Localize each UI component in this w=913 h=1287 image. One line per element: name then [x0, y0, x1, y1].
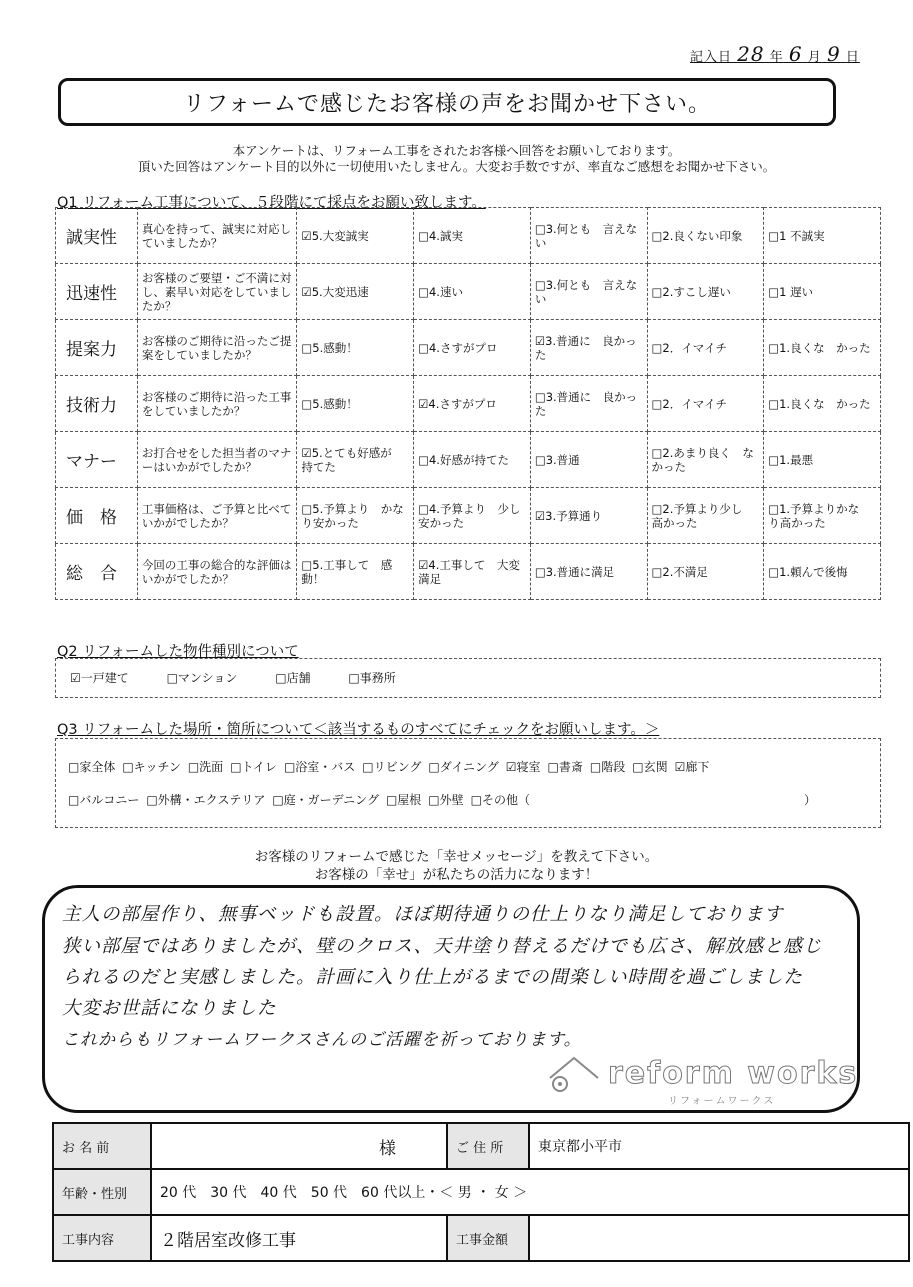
age-field[interactable]: 20 代 30 代 40 代 50 代 60 代以上・＜ 男 ・ 女 ＞	[151, 1169, 909, 1215]
q1-option-checkbox[interactable]: ☑5.大変迅速	[297, 264, 414, 320]
q1-option-checkbox[interactable]: □3.何とも 言えない	[530, 208, 647, 264]
q3-option-checkbox[interactable]: □リビング	[362, 760, 422, 774]
date-day: 9	[826, 42, 841, 66]
age-label: 年齢・性別	[53, 1169, 151, 1215]
q1-category: 総 合	[56, 544, 138, 600]
q3-option-checkbox[interactable]: □ダイニング	[428, 760, 499, 774]
q1-option-checkbox[interactable]: □2.予算より少し 高かった	[647, 488, 764, 544]
q1-category: 提案力	[56, 320, 138, 376]
q1-category: 技術力	[56, 376, 138, 432]
q1-option-checkbox[interactable]: □1.予算よりかな り高かった	[764, 488, 881, 544]
q1-option-checkbox[interactable]: □4.好感が持てた	[414, 432, 531, 488]
q1-option-checkbox[interactable]: ☑5.とても好感が 持てた	[297, 432, 414, 488]
q1-question: お打合せをした担当者のマナーはいかがでしたか？	[137, 432, 297, 488]
q3-option-checkbox[interactable]: □外壁	[428, 793, 464, 807]
name-label: お 名 前	[53, 1123, 151, 1169]
message-intro	[0, 848, 913, 884]
q1-option-checkbox[interactable]: ☑3.普通に 良かった	[530, 320, 647, 376]
q1-row	[56, 544, 881, 600]
message-line: 狭い部屋ではありましたが、壁のクロス、天井塗り替えるだけでも広さ、解放感と感じ	[62, 936, 823, 957]
q3-option-checkbox[interactable]: □階段	[589, 760, 626, 774]
q1-row	[56, 488, 881, 544]
q1-option-checkbox[interactable]: □2.あまり良く なかった	[647, 432, 764, 488]
address-field[interactable]: 東京都小平市	[529, 1123, 909, 1169]
message-intro-line: お客様のリフォームで感じた「幸せメッセージ」を教えて下さい。	[254, 849, 659, 865]
q1-rating-table	[55, 207, 881, 600]
q1-question: お客様のご期待に沿ったご提案をしていましたか？	[137, 320, 297, 376]
logo-text: reform works	[608, 1056, 859, 1091]
q1-row	[56, 432, 881, 488]
date-day-label: 日	[845, 50, 860, 65]
work-row	[53, 1215, 909, 1261]
q1-option-checkbox[interactable]: □5.工事して 感動！	[297, 544, 414, 600]
q1-category: マナー	[56, 432, 138, 488]
sama-label: 様	[379, 1138, 396, 1159]
work-field[interactable]: ２階居室改修工事	[151, 1215, 447, 1261]
q1-option-checkbox[interactable]: □1.良くな かった	[764, 376, 881, 432]
message-intro-line: お客様の「幸せ」が私たちの活力になります！	[314, 867, 599, 883]
q3-close-paren: ）	[804, 793, 817, 807]
q1-question: 今回の工事の総合的な評価はいかがでしたか？	[137, 544, 297, 600]
q3-option-checkbox[interactable]: □バルコニー	[68, 793, 140, 807]
q3-option-checkbox[interactable]: □洗面	[187, 760, 224, 774]
q1-option-checkbox[interactable]: □1.頼んで後悔	[764, 544, 881, 600]
q1-option-checkbox[interactable]: □5.感動！	[297, 320, 414, 376]
q1-question: お客様のご要望・ご不満に対し、素早い対応をしていましたか？	[137, 264, 297, 320]
message-line: 主人の部屋作り、無事ベッドも設置。ほぼ期待通りの仕上りなり満足しております	[62, 904, 784, 925]
q3-option-checkbox[interactable]: ☑寝室	[505, 760, 541, 774]
q1-row	[56, 208, 881, 264]
q3-option-checkbox[interactable]: □浴室・バス	[283, 760, 356, 774]
q2-option-house[interactable]: ☑一戸建て	[70, 671, 129, 685]
q3-box	[55, 738, 881, 828]
q2-option-office[interactable]: □事務所	[348, 671, 396, 685]
q3-option-checkbox[interactable]: □キッチン	[122, 760, 181, 774]
q1-option-checkbox[interactable]: □1.良くな かった	[764, 320, 881, 376]
date-month-label: 月	[807, 50, 822, 65]
q1-option-checkbox[interactable]: □1.最悪	[764, 432, 881, 488]
q1-category: 誠実性	[56, 208, 138, 264]
work-label: 工事内容	[53, 1215, 151, 1261]
q1-option-checkbox[interactable]: □2．イマイチ	[647, 320, 764, 376]
name-field[interactable]	[151, 1123, 447, 1169]
age-row	[53, 1169, 909, 1215]
house-logo-icon	[542, 1050, 602, 1100]
q1-row	[56, 264, 881, 320]
q2-option-mansion[interactable]: □マンション	[166, 671, 238, 685]
customer-info-table	[52, 1122, 910, 1262]
q1-option-checkbox[interactable]: □5.感動！	[297, 376, 414, 432]
q2-options	[70, 669, 430, 686]
q3-row1	[68, 758, 716, 775]
q3-row2	[68, 791, 537, 808]
message-line: 大変お世話になりました	[62, 998, 277, 1019]
logo-subtext: リフォームワークス	[668, 1096, 776, 1107]
message-line: られるのだと実感しました。計画に入り仕上がるまでの間楽しい時間を過ごしました	[62, 967, 804, 988]
q1-option-checkbox[interactable]: ☑5.大変誠実	[297, 208, 414, 264]
q1-option-checkbox[interactable]: □2．イマイチ	[647, 376, 764, 432]
q1-option-checkbox[interactable]: ☑3.予算通り	[530, 488, 647, 544]
q2-heading: Q2 リフォームした物件種別について	[57, 644, 299, 660]
date-year: 28	[737, 42, 765, 66]
q1-option-checkbox[interactable]: □4.さすがプロ	[414, 320, 531, 376]
q3-option-checkbox[interactable]: □屋根	[385, 793, 422, 807]
q1-option-checkbox[interactable]: □3.普通に満足	[530, 544, 647, 600]
q1-option-checkbox[interactable]: □2.すこし遅い	[647, 264, 764, 320]
q1-option-checkbox[interactable]: □3.普通に 良かった	[530, 376, 647, 432]
q3-option-checkbox[interactable]: □書斎	[547, 760, 583, 774]
message-line: これからもリフォームワークスさんのご活躍を祈っております。	[62, 1030, 582, 1050]
q3-option-checkbox[interactable]: □家全体	[68, 760, 116, 774]
amount-label: 工事金額	[447, 1215, 529, 1261]
q3-option-checkbox[interactable]: □庭・ガーデニング	[272, 793, 379, 807]
q1-option-checkbox[interactable]: □3.普通	[530, 432, 647, 488]
q3-option-checkbox[interactable]: □トイレ	[230, 760, 277, 774]
q3-option-checkbox[interactable]: ☑廊下	[674, 760, 710, 774]
q1-option-checkbox[interactable]: □2.良くない印象	[647, 208, 764, 264]
date-prefix: 記入日	[690, 50, 733, 65]
q1-row	[56, 376, 881, 432]
q1-row	[56, 320, 881, 376]
q3-option-checkbox[interactable]: □玄関	[632, 760, 668, 774]
q3-option-checkbox[interactable]: □外構・エクステリア	[146, 793, 266, 807]
page-title: リフォームで感じたお客様の声をお聞かせ下さい。	[58, 78, 836, 126]
date-month: 6	[788, 42, 803, 66]
q1-option-checkbox[interactable]: □1 不誠実	[764, 208, 881, 264]
q3-option-checkbox[interactable]: □その他（	[470, 793, 530, 807]
q1-option-checkbox[interactable]: □4.予算より 少し安かった	[414, 488, 531, 544]
q1-category: 迅速性	[56, 264, 138, 320]
q1-category: 価 格	[56, 488, 138, 544]
intro-text	[0, 143, 913, 175]
q1-question: 工事価格は、ご予算と比べていかがでしたか？	[137, 488, 297, 544]
date-year-label: 年	[769, 50, 784, 65]
q1-question: お客様のご期待に沿った工事をしていましたか？	[137, 376, 297, 432]
q1-option-checkbox[interactable]: ☑4.工事して 大変満足	[414, 544, 531, 600]
q2-option-store[interactable]: □店舗	[275, 671, 311, 685]
q1-option-checkbox[interactable]: □3.何とも 言えない	[530, 264, 647, 320]
q3-heading: Q3 リフォームした場所・箇所について＜該当するものすべてにチェックをお願いします。＞	[57, 722, 660, 738]
intro-line: 本アンケートは、リフォーム工事をされたお客様へ回答をお願いしております。	[232, 143, 681, 158]
entry-date	[690, 42, 860, 66]
q1-option-checkbox[interactable]: □5.予算より かなり安かった	[297, 488, 414, 544]
q1-option-checkbox[interactable]: □1 遅い	[764, 264, 881, 320]
intro-line: 頂いた回答はアンケート目的以外に一切使用いたしません。大変お手数ですが、率直なご感想をお聞かせ下さい。	[137, 159, 776, 174]
q1-heading: Q1 リフォーム工事について、５段階にて採点をお願い致します。	[57, 195, 486, 211]
q1-question: 真心を持って、誠実に対応していましたか？	[137, 208, 297, 264]
q1-option-checkbox[interactable]: ☑4.さすがプロ	[414, 376, 531, 432]
q1-option-checkbox[interactable]: □2.不満足	[647, 544, 764, 600]
q1-option-checkbox[interactable]: □4.誠実	[414, 208, 531, 264]
name-row	[53, 1123, 909, 1169]
q1-option-checkbox[interactable]: □4.速い	[414, 264, 531, 320]
amount-field[interactable]	[529, 1215, 909, 1261]
address-label: ご 住 所	[447, 1123, 529, 1169]
